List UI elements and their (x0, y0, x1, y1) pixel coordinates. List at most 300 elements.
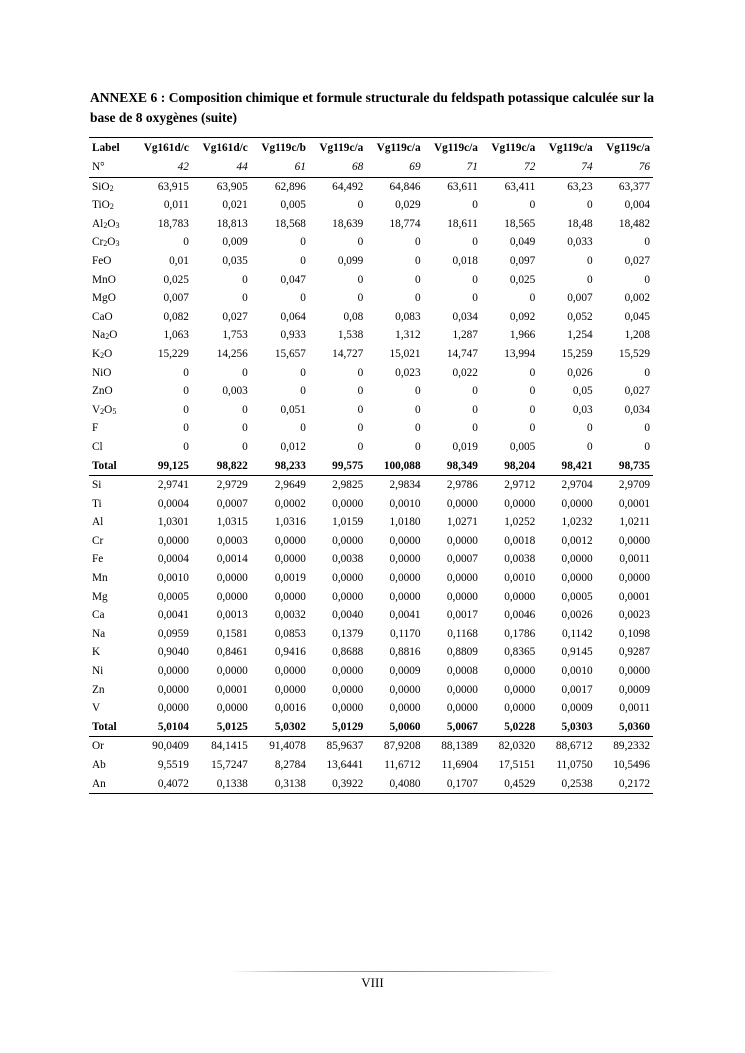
table-cell: 0,0010 (504, 572, 536, 585)
table-cell: 0,1707 (424, 775, 481, 794)
table-cell: 0,0000 (618, 534, 650, 547)
row-label: Ni (92, 665, 104, 678)
row-label (89, 233, 133, 252)
oxide-formula: $V_2O_5$ (92, 403, 117, 416)
cation-row (89, 550, 653, 569)
cation-row (89, 588, 653, 607)
cation-row (89, 662, 653, 681)
table-cell: 0,0003 (216, 534, 248, 547)
table-cell: 0,0000 (446, 590, 478, 603)
table-cell: 0,049 (509, 236, 536, 249)
table-cell: 0 (529, 366, 536, 379)
table-cell: 0 (529, 422, 536, 435)
table-cell: 0 (586, 199, 593, 212)
table-cell: 18,783 (157, 217, 189, 230)
row-label (89, 401, 133, 420)
row-label (89, 252, 133, 271)
table-cell: 0,0000 (618, 665, 650, 678)
table-cell: 63,611 (447, 180, 478, 193)
table-cell: 0,08 (343, 310, 364, 323)
table-cell: 0,0004 (157, 497, 189, 510)
table-cell: 0,027 (222, 310, 248, 323)
oxide-formula: TiO$_2$ (92, 199, 114, 212)
table-cell: 14,256 (216, 347, 248, 360)
table-cell: 0,0000 (561, 497, 593, 510)
table-cell: 5,0303 (538, 718, 595, 737)
table-cell: 0,082 (163, 310, 189, 323)
table-cell: 0 (242, 273, 248, 286)
oxide-row (89, 326, 653, 345)
table-cell: 1,0232 (561, 516, 593, 529)
table-cell: 0 (357, 385, 364, 398)
oxide-formula: Cl (92, 440, 103, 453)
table-cell: 0,009 (222, 236, 248, 249)
table-cell: 0,0000 (446, 572, 478, 585)
table-cell: 0,0005 (157, 590, 189, 603)
table-cell: 0 (357, 403, 364, 416)
table-cell: 0,0009 (561, 702, 593, 715)
table-cell: 0,012 (280, 440, 306, 453)
table-cell: 0,007 (567, 292, 593, 305)
oxide-total-row (89, 457, 653, 476)
table-cell: 63,23 (567, 180, 593, 193)
table-cell: 0,019 (452, 440, 478, 453)
table-cell: 0 (357, 273, 364, 286)
table-cell: 88,1389 (441, 740, 478, 753)
row-label: N° (89, 158, 133, 177)
row-label: Fe (92, 553, 104, 566)
table-cell: 0,021 (222, 199, 248, 212)
row-label: V (92, 702, 101, 715)
table-cell: 69 (366, 158, 423, 177)
oxide-row (89, 419, 653, 438)
table-cell: 0,0000 (216, 665, 248, 678)
oxide-formula: $K_2O$ (92, 347, 113, 360)
oxide-row (89, 271, 653, 290)
table-cell: 0,0000 (216, 590, 248, 603)
table-cell: 0,1338 (192, 775, 251, 794)
oxide-formula: $Na_2O$ (92, 329, 118, 342)
table-cell: 0,007 (163, 292, 189, 305)
table-cell: 0 (242, 422, 248, 435)
table-cell: 15,7247 (211, 759, 248, 771)
table-cell: 0,0000 (389, 702, 421, 715)
table-cell: 11,0750 (556, 759, 593, 771)
row-label: Si (92, 479, 102, 492)
table-cell: 0 (300, 366, 306, 379)
table-cell: 0,0000 (274, 683, 306, 696)
table-cell: 0 (472, 403, 478, 416)
table-cell: 0,0009 (389, 665, 421, 678)
row-label (89, 196, 133, 215)
table-cell: 0 (644, 273, 650, 286)
oxide-formula: $Al_2O_3$ (92, 217, 120, 230)
table-cell: 0,0000 (332, 665, 364, 678)
table-cell: 0 (183, 385, 189, 398)
table-cell: 98,421 (538, 457, 595, 476)
table-cell: 0,045 (624, 310, 650, 323)
table-cell: 85,9637 (326, 740, 364, 753)
table-cell: 0,0018 (504, 534, 536, 547)
number-row (89, 158, 653, 177)
cation-row (89, 681, 653, 700)
row-label: Na (92, 627, 106, 640)
table-cell: 0,0038 (332, 553, 364, 566)
row-label: Zn (92, 683, 105, 696)
table-cell: 0,0002 (274, 497, 306, 510)
oxide-formula: MnO (92, 273, 116, 286)
table-cell: 2,9834 (389, 479, 421, 492)
table-cell: 0 (183, 422, 189, 435)
table-cell: 0,0959 (157, 627, 189, 640)
table-cell: 0,0017 (561, 683, 593, 696)
table-cell: 0,0000 (216, 702, 248, 715)
table-cell: 0,092 (509, 310, 536, 323)
endmember-row (89, 756, 653, 775)
table-cell: 0,0000 (389, 683, 421, 696)
row-label (89, 177, 133, 196)
table-cell: 1,208 (624, 329, 650, 342)
table-cell: 0 (644, 366, 650, 379)
table-cell: 0 (300, 422, 306, 435)
row-label: Total (89, 718, 133, 737)
table-cell: 14,747 (446, 347, 478, 360)
table-cell: 5,0360 (596, 718, 653, 737)
row-label: Cr (92, 534, 104, 547)
table-cell: 2,9825 (332, 479, 364, 492)
table-cell: 0,0000 (389, 590, 421, 603)
table-cell: 0,9416 (274, 646, 306, 659)
table-cell: 0 (300, 254, 306, 267)
table-cell: 0,0026 (561, 609, 593, 622)
table-cell: 1,0271 (446, 516, 478, 529)
table-cell: 17,5151 (498, 759, 536, 771)
table-cell: 98,349 (424, 457, 481, 476)
table-cell: 0,0007 (446, 553, 478, 566)
cation-row (89, 569, 653, 588)
table-cell: 0,0001 (618, 497, 650, 510)
table-cell: 18,568 (274, 217, 306, 230)
table-cell: 0,0000 (157, 665, 189, 678)
table-cell: 0 (644, 440, 650, 453)
oxide-formula: SiO$_2$ (92, 180, 114, 193)
table-cell: Vg119c/a (424, 138, 481, 159)
row-label: K (92, 646, 101, 659)
row-label: Ab (92, 759, 106, 771)
table-cell: 0,034 (452, 310, 478, 323)
table-cell: 0,8816 (389, 646, 421, 659)
table-cell: 0 (414, 440, 421, 453)
table-cell: 18,813 (216, 217, 248, 230)
table-cell: 0 (529, 199, 536, 212)
row-label (89, 215, 133, 234)
table-cell: 5,0228 (481, 718, 538, 737)
table-cell: 0,3922 (309, 775, 366, 794)
table-cell: 0 (242, 366, 248, 379)
table-cell: 2,9709 (618, 479, 650, 492)
table-cell: 0 (300, 292, 306, 305)
table-cell: 0 (183, 236, 189, 249)
table-cell: 0,0041 (157, 609, 189, 622)
table-cell: Vg119c/b (251, 138, 309, 159)
table-cell: 15,259 (561, 347, 593, 360)
cation-row (89, 625, 653, 644)
table-cell: 5,0060 (366, 718, 423, 737)
table-cell: 5,0302 (251, 718, 309, 737)
table-cell: 0 (472, 236, 478, 249)
table-cell: 98,233 (251, 457, 309, 476)
oxide-row (89, 177, 653, 196)
table-cell: 0,0000 (389, 572, 421, 585)
table-cell: 0,0000 (332, 590, 364, 603)
table-cell: 9,5519 (157, 759, 189, 771)
table-cell: 5,0067 (424, 718, 481, 737)
table-cell: 15,229 (157, 347, 189, 360)
table-cell: 15,657 (274, 347, 306, 360)
cation-row (89, 643, 653, 662)
table-cell: 13,994 (504, 347, 536, 360)
table-cell: 0,0000 (332, 702, 364, 715)
table-cell: 0,003 (222, 385, 248, 398)
table-cell: 11,6904 (441, 759, 478, 771)
table-cell: 64,492 (332, 180, 364, 193)
table-cell: 0,0046 (504, 609, 536, 622)
table-cell: 0,0007 (216, 497, 248, 510)
table-cell: 18,774 (389, 217, 421, 230)
table-cell: 0,2172 (596, 775, 653, 794)
table-cell: 98,204 (481, 457, 538, 476)
table-cell: 0,0010 (389, 497, 421, 510)
row-label: Total (89, 457, 133, 476)
table-cell: 0 (414, 236, 421, 249)
table-cell: 0,0000 (618, 572, 650, 585)
table-cell: 0,933 (280, 329, 306, 342)
table-cell: 89,2332 (613, 740, 650, 753)
table-cell: 0,0000 (504, 665, 536, 678)
cation-row (89, 699, 653, 718)
table-cell: 0,0000 (274, 590, 306, 603)
oxide-row (89, 364, 653, 383)
table-cell: 63,411 (504, 180, 536, 193)
table-cell: 71 (424, 158, 481, 177)
table-cell: 14,727 (332, 347, 364, 360)
table-cell: 0,0001 (618, 590, 650, 603)
table-cell: 1,0211 (619, 516, 650, 529)
table-cell: 68 (309, 158, 366, 177)
cation-row (89, 532, 653, 551)
table-cell: 1,0252 (504, 516, 536, 529)
table-cell: 0,0008 (446, 665, 478, 678)
table-cell: 0,0013 (216, 609, 248, 622)
table-cell: 0,0000 (389, 534, 421, 547)
table-cell: 0,0000 (504, 497, 536, 510)
table-cell: 63,377 (618, 180, 650, 193)
table-cell: 0,0010 (157, 572, 189, 585)
table-cell: 18,565 (504, 217, 536, 230)
table-cell: 0,005 (280, 199, 306, 212)
table-cell: 0 (183, 366, 189, 379)
table-cell: 0 (357, 236, 364, 249)
table-cell: 0,0000 (561, 572, 593, 585)
table-cell: 1,287 (452, 329, 478, 342)
table-cell: 72 (481, 158, 538, 177)
table-cell: 0,064 (280, 310, 306, 323)
table-cell: 0,0000 (274, 553, 306, 566)
table-cell: 0,0000 (389, 553, 421, 566)
table-cell: 1,0315 (216, 516, 248, 529)
table-cell: Vg119c/a (481, 138, 538, 159)
table-cell: 0 (242, 403, 248, 416)
table-cell: 0,047 (280, 273, 306, 286)
table-cell: 0,0000 (446, 534, 478, 547)
table-cell: 0,011 (163, 199, 189, 212)
table-cell: 0,05 (572, 385, 593, 398)
table-cell: 0,033 (567, 236, 593, 249)
table-cell: 0,026 (567, 366, 593, 379)
row-label: Label (89, 138, 133, 159)
table-cell: 13,6441 (326, 759, 364, 771)
oxide-row (89, 438, 653, 457)
table-cell: 5,0125 (192, 718, 251, 737)
table-cell: 0,8461 (216, 646, 248, 659)
table-cell: 0 (242, 440, 248, 453)
table-cell: 0,099 (337, 254, 364, 267)
table-cell: 0,0005 (561, 590, 593, 603)
table-cell: Vg161d/c (133, 138, 192, 159)
table-cell: 18,48 (567, 217, 593, 230)
cation-row (89, 476, 653, 495)
oxide-row (89, 382, 653, 401)
table-cell: 1,0159 (332, 516, 364, 529)
table-cell: 0,01 (169, 254, 189, 267)
table-cell: 0,051 (280, 403, 306, 416)
table-cell: 0,8688 (332, 646, 364, 659)
oxide-row (89, 252, 653, 271)
table-cell: 88,6712 (555, 740, 593, 753)
table-cell: 0 (357, 440, 364, 453)
table-cell: 0,005 (509, 440, 536, 453)
table-cell: 0,027 (624, 254, 650, 267)
table-cell: 0,097 (509, 254, 536, 267)
oxide-row (89, 308, 653, 327)
table-cell: 0,0000 (446, 497, 478, 510)
table-cell: 2,9741 (157, 479, 189, 492)
table-cell: 1,254 (567, 329, 593, 342)
row-label: Ti (92, 497, 102, 510)
table-cell: 0,0000 (332, 497, 364, 510)
table-cell: 0,0000 (332, 683, 364, 696)
table-cell: 0,022 (452, 366, 478, 379)
table-cell: 1,0301 (157, 516, 189, 529)
table-cell: 63,915 (157, 180, 189, 193)
table-cell: 0,1098 (618, 627, 650, 640)
table-cell: 0,025 (163, 273, 189, 286)
cation-row (89, 495, 653, 514)
row-label: An (89, 775, 133, 794)
oxide-formula: FeO (92, 254, 112, 267)
table-cell: 0 (472, 422, 478, 435)
table-cell: 0,0000 (446, 683, 478, 696)
table-cell: 2,9786 (446, 479, 478, 492)
table-cell: 44 (192, 158, 251, 177)
oxide-row (89, 215, 653, 234)
table-cell: Vg119c/a (366, 138, 423, 159)
table-cell: 0,0000 (446, 702, 478, 715)
table-cell: 0 (414, 403, 421, 416)
cation-row (89, 606, 653, 625)
table-cell: Vg161d/c (192, 138, 251, 159)
table-cell: 0 (242, 292, 248, 305)
oxide-formula: NiO (92, 366, 112, 379)
page-number: VIII (361, 975, 384, 990)
table-cell: 91,4078 (269, 740, 306, 753)
table-cell: 0,0023 (618, 609, 650, 622)
table-cell: 87,9208 (383, 740, 421, 753)
oxide-formula: MgO (92, 292, 116, 305)
table-cell: 2,9712 (504, 479, 536, 492)
table-cell: 84,1415 (211, 740, 248, 753)
table-cell: 15,021 (389, 347, 421, 360)
table-cell: 0,0000 (157, 702, 189, 715)
table-cell: 11,6712 (384, 759, 421, 771)
table-cell: 0,0001 (216, 683, 248, 696)
table-cell: 0,9145 (561, 646, 593, 659)
oxide-formula: $Cr_2O_3$ (92, 236, 120, 249)
table-cell: 0 (586, 440, 593, 453)
table-cell: 0,1170 (389, 627, 421, 640)
table-cell: 0,018 (452, 254, 478, 267)
table-cell: 0,0019 (274, 572, 306, 585)
table-cell: 0,3138 (251, 775, 309, 794)
table-cell: 18,639 (332, 217, 364, 230)
table-cell: 0,0017 (446, 609, 478, 622)
table-cell: 18,482 (618, 217, 650, 230)
row-label (89, 364, 133, 383)
table-cell: 90,0409 (152, 740, 189, 753)
table-cell: 0,0004 (157, 553, 189, 566)
table-cell: 0,0000 (332, 534, 364, 547)
table-cell: 0,0000 (157, 534, 189, 547)
table-cell: 0 (529, 292, 536, 305)
table-cell: 0 (357, 366, 364, 379)
row-label (89, 308, 133, 327)
table-cell: 0 (300, 236, 306, 249)
table-cell: 0,0012 (561, 534, 593, 547)
table-cell: 0,0000 (504, 683, 536, 696)
table-cell: 1,312 (395, 329, 421, 342)
oxide-row (89, 401, 653, 420)
table-cell: 0 (357, 199, 364, 212)
table-cell: 0 (586, 422, 593, 435)
table-cell: 0,4080 (366, 775, 423, 794)
oxide-formula: F (92, 422, 99, 435)
table-cell: 0 (586, 273, 593, 286)
table-cell: 0,002 (624, 292, 650, 305)
table-cell: 0,0000 (216, 572, 248, 585)
table-cell: 0,034 (624, 403, 650, 416)
table-cell: 74 (538, 158, 595, 177)
endmember-row (89, 775, 653, 794)
table-cell: 64,846 (389, 180, 421, 193)
oxide-formula: ZnO (92, 385, 113, 398)
table-cell: 0 (644, 236, 650, 249)
table-cell: 1,0180 (389, 516, 421, 529)
footer-divider (228, 971, 558, 972)
table-cell: 0,1581 (216, 627, 248, 640)
table-cell: 82,0320 (498, 740, 536, 753)
table-cell: 10,5496 (613, 759, 650, 771)
table-cell: 42 (133, 158, 192, 177)
